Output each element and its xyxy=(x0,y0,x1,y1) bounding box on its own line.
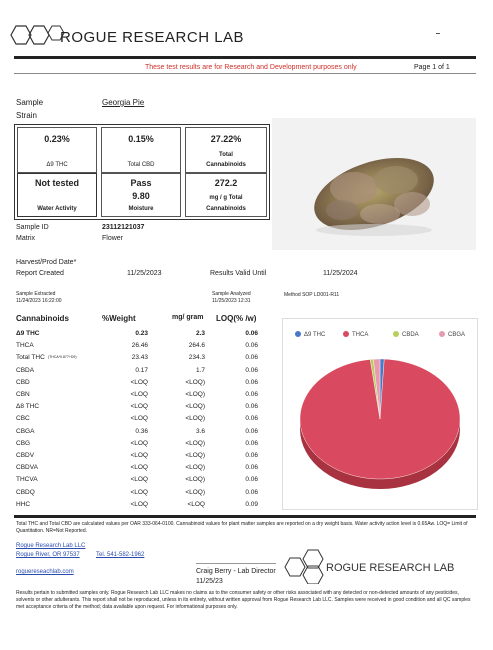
summary-value: 272.2 xyxy=(214,178,238,188)
report-created: 11/25/2023 xyxy=(127,270,162,277)
footer-disclaimer: Results pertain to submitted samples only. Rogue Research Lab LLC makes no claims as to the consumer safety or other risks associated with any detected or non-detected amounts of any pesticides, solvents or other adulterants. This report shall not be reproduced, unless in its entirety, without written approval from Rogue Research Lab LLC. Samples were received in good condition and all QC samples met acceptance criteria of the method; data available upon request. For informational purposes only. xyxy=(16,590,471,610)
cell-loq: 0.06 xyxy=(245,403,258,411)
extracted: 11/24/2023 16:22:00 xyxy=(16,298,62,304)
website-link[interactable]: roguereseachlab.com xyxy=(16,569,74,575)
cell-name: Total THC xyxy=(16,354,45,362)
cell-name: CBC xyxy=(16,415,30,423)
cell-mg: 264.6 xyxy=(188,342,205,350)
cell-weight: <LOQ xyxy=(130,415,148,423)
cell-weight: <LOQ xyxy=(130,452,148,459)
table-row xyxy=(16,354,266,365)
summary-box-moisture xyxy=(101,173,181,217)
cell-loq: 0.09 xyxy=(245,500,258,508)
signer: Craig Berry - Lab Director xyxy=(196,568,276,575)
header-mark xyxy=(436,33,440,34)
summary-label: Δ9 THC xyxy=(46,162,68,168)
cell-name: CBDV xyxy=(16,452,35,459)
summary-label: Water Activity xyxy=(37,206,77,212)
table-row xyxy=(16,379,266,390)
sample-name: Georgia Pie xyxy=(102,98,145,107)
sample-id-label: Sample ID xyxy=(16,224,49,231)
cell-loq: 0.06 xyxy=(245,427,258,435)
summary-label: Cannabinoids xyxy=(206,162,246,168)
cell-name-sub: (THCA*0.877+D9) xyxy=(48,355,77,360)
header-loq: LOQ(% /w) xyxy=(216,314,257,323)
phone-link[interactable]: Tel. 541-582-1962 xyxy=(96,552,145,558)
cell-loq: 0.06 xyxy=(245,330,258,337)
cell-weight: 0.23 xyxy=(135,330,148,337)
address-line-2[interactable]: Rogue River, OR 97537 xyxy=(16,552,80,558)
cell-loq: 0.06 xyxy=(245,439,258,447)
summary-label: Moisture xyxy=(128,206,154,212)
sample-photo xyxy=(272,118,476,250)
header-rule xyxy=(14,56,476,59)
summary-box-water-activity xyxy=(17,173,97,217)
sign-date: 11/25/23 xyxy=(196,578,223,585)
cell-mg: <LOQ) xyxy=(185,415,205,423)
legend-label: CBDA xyxy=(402,332,419,338)
cell-mg: <LOQ) xyxy=(185,403,205,411)
cell-name: Δ9 THC xyxy=(16,330,40,337)
summary-value: 27.22% xyxy=(210,134,242,144)
cell-weight: <LOQ xyxy=(130,500,148,508)
cell-mg: <LOQ) xyxy=(185,391,205,398)
cell-name: Δ8 THC xyxy=(16,403,40,411)
cell-mg: <LOQ) xyxy=(185,464,205,472)
cell-name: CBDA xyxy=(16,366,35,374)
summary-box-total-cannabinoids xyxy=(185,127,267,173)
sample-label: Sample xyxy=(16,98,44,107)
table-row xyxy=(16,428,266,439)
valid-until: 11/25/2024 xyxy=(323,270,358,277)
valid-until-label: Results Valid Until xyxy=(210,270,267,277)
table-row xyxy=(16,415,266,426)
cell-loq: 0.06 xyxy=(245,391,258,398)
cell-loq: 0.06 xyxy=(245,415,258,423)
cell-mg: <LOQ) xyxy=(185,476,205,484)
cell-name: THCVA xyxy=(16,476,38,484)
summary-label: Total xyxy=(219,152,233,158)
header-disclaimer: These test results are for Research and Development purposes only xyxy=(145,64,357,71)
cell-loq: 0.06 xyxy=(245,354,258,362)
legend-label: Δ9 THC xyxy=(304,332,326,338)
cell-weight: 26.46 xyxy=(131,342,148,350)
sample-id: 23112121037 xyxy=(102,224,145,231)
footer-logo-text: ROGUE RESEARCH LAB xyxy=(326,562,455,574)
method: Method SOP LD001-R11 xyxy=(284,292,340,298)
cell-mg: 234.3 xyxy=(188,354,205,362)
cell-weight: <LOQ xyxy=(130,476,148,484)
matrix: Flower xyxy=(102,235,124,242)
summary-value: Not tested xyxy=(34,178,79,188)
cell-loq: 0.06 xyxy=(245,342,258,350)
summary-value: 0.15% xyxy=(128,134,154,144)
table-row xyxy=(16,367,266,378)
strain-label: Strain xyxy=(16,111,37,120)
header-lab-name: ROGUE RESEARCH LAB xyxy=(60,29,245,46)
summary-box-d9thc xyxy=(17,127,97,173)
cell-weight: <LOQ xyxy=(130,391,148,398)
cell-name: CBD xyxy=(16,378,30,386)
summary-value-2: 9.80 xyxy=(132,191,150,201)
signature-line xyxy=(196,563,276,564)
cell-weight: <LOQ xyxy=(130,439,148,447)
cell-loq: 0.06 xyxy=(245,378,258,386)
cell-loq: 0.06 xyxy=(245,488,258,496)
legend-label: CBGA xyxy=(448,332,466,338)
summary-label: Cannabinoids xyxy=(206,206,246,212)
table-row xyxy=(16,330,266,341)
analyzed: 11/25/2023 12:31 xyxy=(212,298,251,304)
table-row xyxy=(16,403,266,414)
table-row xyxy=(16,489,266,500)
cell-weight: 0.36 xyxy=(135,427,148,435)
cell-name: THCA xyxy=(16,342,34,350)
table-row xyxy=(16,452,266,463)
cell-name: CBG xyxy=(16,439,31,447)
table-header xyxy=(16,314,266,326)
summary-value: Pass xyxy=(130,178,152,188)
cell-loq: 0.06 xyxy=(245,452,258,459)
cell-name: HHC xyxy=(16,500,31,508)
cell-mg: <LOQ) xyxy=(185,452,205,459)
header-cannabinoids: Cannabinoids xyxy=(16,314,69,323)
legend-label: THCA xyxy=(352,332,369,338)
address-line-1[interactable]: Rogue Research Lab LLC xyxy=(16,543,86,549)
cell-mg: <LOQ) xyxy=(185,378,205,386)
cell-weight: <LOQ xyxy=(130,488,148,496)
analyzed-label: Sample Analyzed xyxy=(212,291,251,297)
footer-rule xyxy=(14,515,476,518)
pie-svg xyxy=(283,319,477,509)
cell-loq: 0.06 xyxy=(245,476,258,484)
table-row xyxy=(16,342,266,353)
cell-name: CBN xyxy=(16,391,30,398)
cell-name: CBGA xyxy=(16,427,35,435)
cell-name: CBDVA xyxy=(16,464,38,472)
cell-mg: 3.6 xyxy=(195,427,205,435)
flower-bud-image xyxy=(272,118,476,250)
summary-grid xyxy=(14,124,270,220)
cell-mg: <LOQ) xyxy=(185,439,205,447)
cell-weight: <LOQ xyxy=(130,464,148,472)
cell-loq: 0.06 xyxy=(245,464,258,472)
summary-box-mg-total xyxy=(185,173,267,217)
footer-note: Total THC and Total CBD are calculated values per OAR 333-064-0100. Cannabinoid values for plant matter samples are reported on a dry weight basis. Water activity action level is 0.65Aw. LOQ= Limit of Quantitation. NR=Not Reported. xyxy=(16,521,468,534)
page-number: Page 1 of 1 xyxy=(414,64,450,71)
summary-value: 0.23% xyxy=(44,134,70,144)
cannabinoid-table xyxy=(0,312,270,522)
extracted-label: Sample Extracted xyxy=(16,291,56,297)
header-mg: mg/ gram xyxy=(172,314,204,321)
cell-mg: 1.7 xyxy=(195,366,205,374)
table-row xyxy=(16,440,266,451)
matrix-label: Matrix xyxy=(16,235,36,242)
summary-box-total-cbd xyxy=(101,127,181,173)
table-row xyxy=(16,391,266,402)
cell-mg: <LOQ xyxy=(187,500,205,508)
cell-mg: 2.3 xyxy=(195,330,205,337)
report-created-label: Report Created xyxy=(16,270,64,277)
pie-chart xyxy=(282,318,478,510)
table-row xyxy=(16,476,266,487)
cell-weight: <LOQ xyxy=(130,378,148,386)
table-row xyxy=(16,464,266,475)
header-rule-thin xyxy=(14,73,476,74)
summary-label: Total CBD xyxy=(127,162,155,168)
cell-weight: <LOQ xyxy=(130,403,148,411)
table-row xyxy=(16,501,266,512)
header-weight: %Weight xyxy=(102,314,136,323)
cell-weight: 0.17 xyxy=(135,366,148,374)
cell-mg: <LOQ) xyxy=(185,488,205,496)
cell-loq: 0.06 xyxy=(245,366,258,374)
summary-label: mg / g Total xyxy=(209,195,243,201)
harvest-label: Harvest/Prod Date* xyxy=(16,259,77,266)
cell-weight: 23.43 xyxy=(131,354,148,362)
cell-name: CBDQ xyxy=(16,488,35,496)
